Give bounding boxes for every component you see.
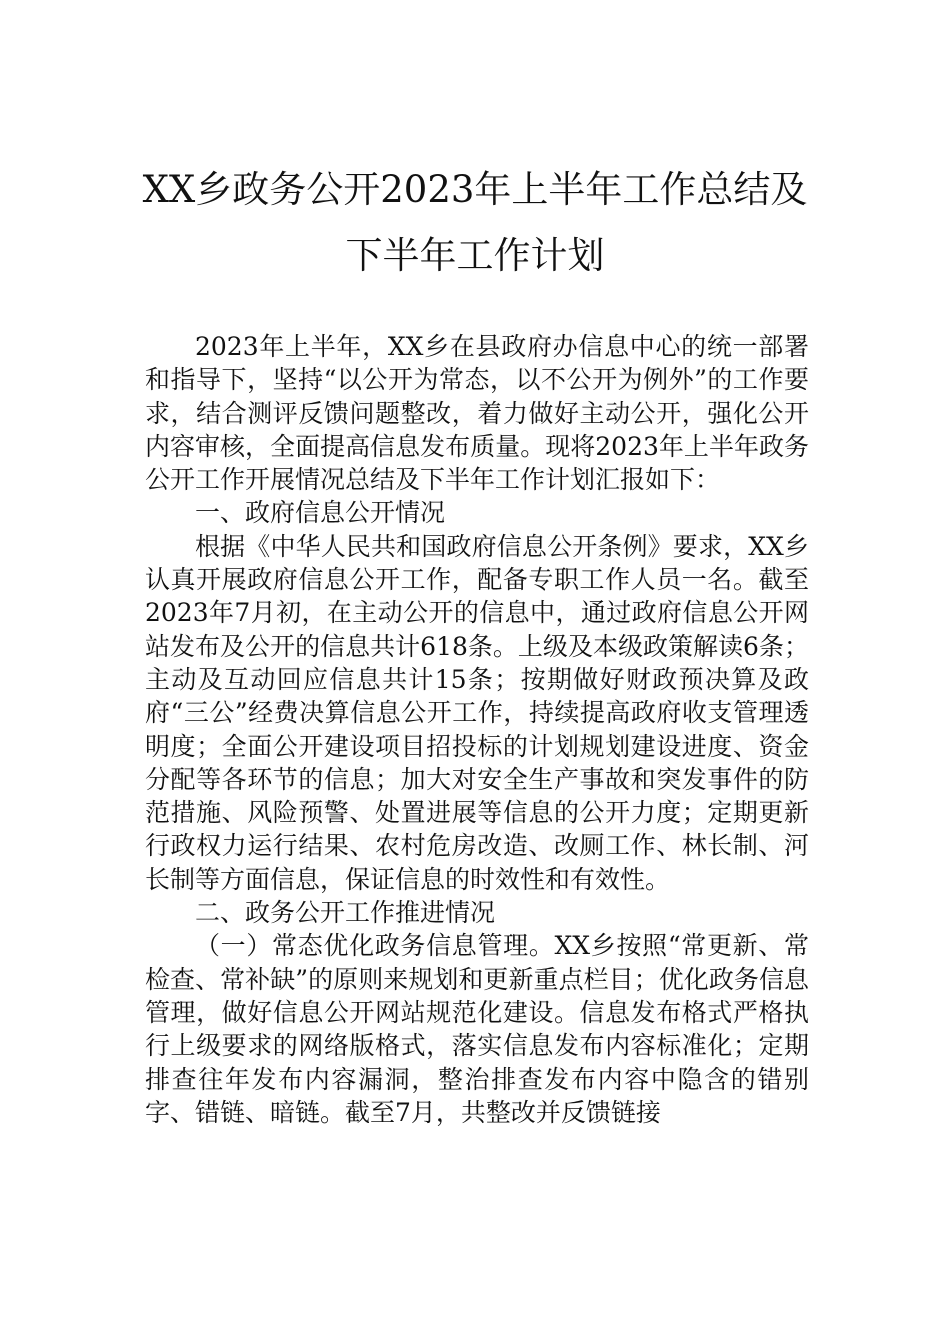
section-1-paragraph: 根据《中华人民共和国政府信息公开条例》要求，XX乡认真开展政府信息公开工作，配备专职工作人员一名。截至2023年7月初，在主动公开的信息中，通过政府信息公开网站发布及公开的信息共计618条。上级及本级政策解读6条；主动及互动回应信息共计15条；按期做好财政预决算及政府“三公”经费决算信息公开工作，持续提高政府收支管理透明度；全面公开建设项目招投标的计划规划建设进度、资金分配等各环节的信息；加大对安全生产事故和突发事件的防范措施、风险预警、处置进展等信息的公开力度；定期更新行政权力运行结果、农村危房改造、改厕工作、林长制、河长制等方面信息，保证信息的时效性和有效性。 bbox=[145, 531, 809, 894]
section-heading-1: 一、政府信息公开情况 bbox=[195, 498, 446, 528]
section-heading-2: 二、政务公开工作推进情况 bbox=[195, 898, 496, 928]
intro-paragraph: 2023年上半年，XX乡在县政府办信息中心的统一部署和指导下，坚持“以公开为常态，以不公开为例外”的工作要求，结合测评反馈问题整改，着力做好主动公开，强化公开内容审核，全面提高信息发布质量。现将2023年上半年政务公开工作开展情况总结及下半年工作计划汇报如下： bbox=[145, 332, 809, 495]
document-body bbox=[145, 330, 809, 1129]
document-title-line-1: XX乡政务公开2023年上半年工作总结及 bbox=[142, 168, 808, 211]
document-title-line-2: 下半年工作计划 bbox=[345, 234, 605, 277]
section-2-paragraph: （一）常态优化政务信息管理。XX乡按照“常更新、常检查、常补缺”的原则来规划和更新重点栏目；优化政务信息管理，做好信息公开网站规范化建设。信息发布格式严格执行上级要求的网络版格式，落实信息发布内容标准化；定期排查往年发布内容漏洞，整治排查发布内容中隐含的错别字、错链、暗链。截至7月，共整改并反馈链接 bbox=[145, 931, 809, 1127]
